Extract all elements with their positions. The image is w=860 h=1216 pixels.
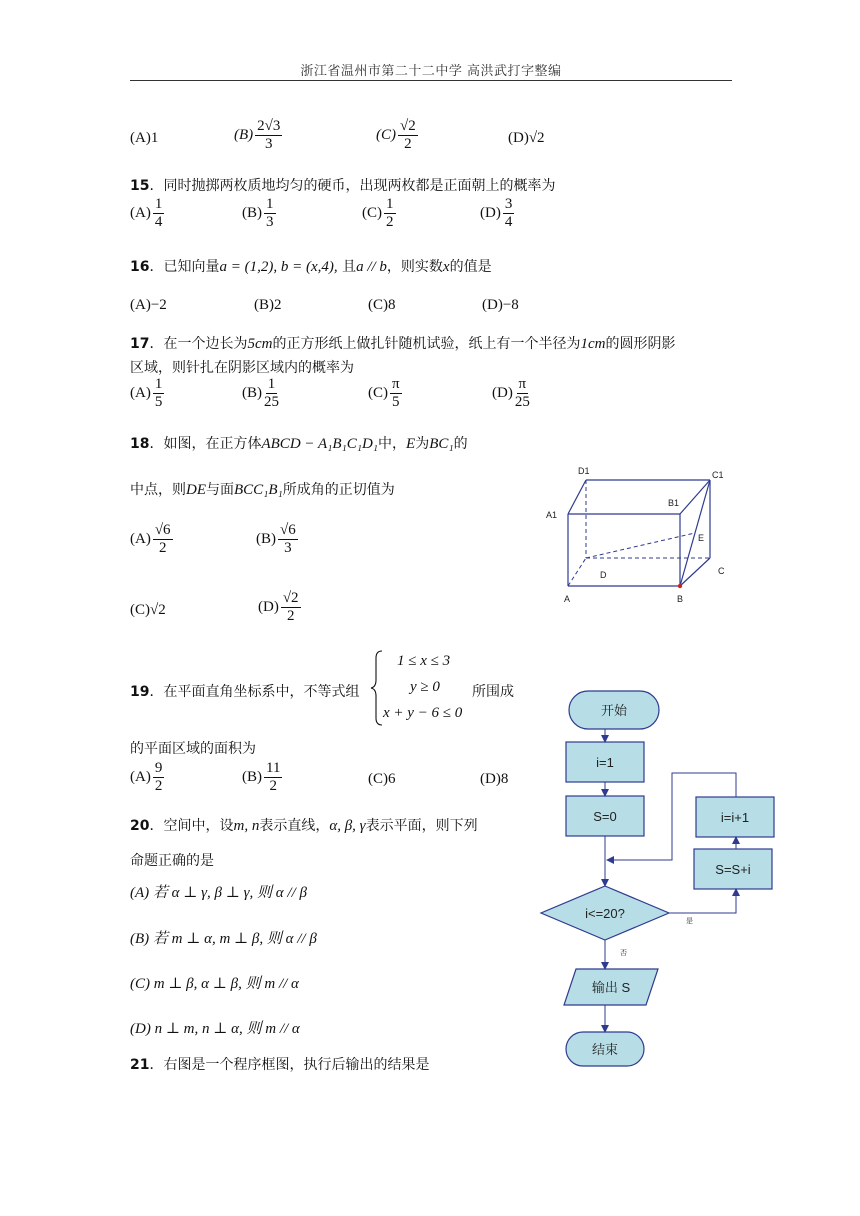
q16-options — [130, 297, 630, 319]
q16-number: 16 — [130, 259, 150, 275]
q17-stem — [130, 333, 675, 353]
q18-text-5: 中点，则 — [130, 482, 186, 498]
q15-number: 15 — [130, 178, 150, 194]
q14-option-c-label: (C) — [376, 126, 396, 143]
q17-stem-line2: 区域，则针扎在阴影区域内的概率为 — [130, 360, 354, 376]
q18-option-a-den: 2 — [158, 540, 167, 556]
q19-system-line-3: x + y − 6 ≤ 0 — [383, 705, 463, 721]
q17-option-d-den: 25 — [514, 394, 530, 410]
q18-option-b-num: √6 — [280, 522, 296, 538]
q18-option-c: (C)√2 — [130, 602, 166, 618]
flow-yes-label: 是 — [686, 918, 693, 925]
flow-s-init-label: S=0 — [593, 809, 617, 824]
q17-option-a-num: 1 — [154, 376, 163, 392]
cube-label-d: D — [600, 570, 607, 580]
flow-increment-label: i=i+1 — [720, 810, 750, 825]
flow-accumulate-label: S=S+i — [715, 862, 751, 877]
q17-option-c-num: π — [392, 376, 400, 392]
q19-text: ．在平面直角坐标系中，不等式组 — [149, 684, 360, 700]
q18-options-cd — [130, 590, 430, 636]
q17-option-a — [130, 376, 164, 411]
q18-math-de: DE — [186, 482, 206, 498]
q17-option-a-den: 5 — [154, 394, 163, 410]
q18-option-a — [130, 522, 173, 557]
q19-option-b — [242, 760, 282, 795]
q17-option-c-den: 5 — [392, 394, 400, 410]
q16-option-d: (D)−8 — [482, 297, 519, 313]
q20-stem-line2: 命题正确的是 — [130, 853, 214, 869]
q18-math-bc1: BC₁ — [429, 436, 454, 452]
q19-options — [130, 760, 550, 804]
q20-text-3: 表示平面，则下列 — [365, 818, 478, 834]
q17-text-3: 的圆形阴影 — [605, 336, 676, 352]
q15-option-d-num: 3 — [504, 196, 513, 212]
header-rule — [130, 80, 732, 81]
q14-option-b-num: 2√3 — [257, 118, 281, 134]
q20-option-c: (C) m ⊥ β, α ⊥ β, 则 m // α — [130, 976, 299, 992]
q18-text-7: 所成角的正切值为 — [282, 482, 395, 498]
q15-option-d-label: (D) — [480, 204, 501, 221]
q17-option-d-num: π — [518, 376, 527, 392]
q18-text-1: ．如图，在正方体 — [149, 436, 262, 452]
q20-text-1: ．空间中，设 — [149, 818, 234, 834]
q17-option-d — [492, 376, 530, 411]
q18-option-b — [256, 522, 298, 557]
q16-end: 的值是 — [449, 259, 492, 275]
q14-option-b-den: 3 — [265, 136, 273, 152]
q20-option-b: (B) 若 m ⊥ α, m ⊥ β, 则 α // β — [130, 931, 317, 947]
q15-stem — [130, 175, 555, 195]
q18-option-d — [258, 590, 301, 625]
q18-option-b-den: 3 — [284, 540, 292, 556]
q20-number: 20 — [130, 818, 150, 834]
q15-option-a-label: (A) — [130, 204, 151, 221]
q15-option-b-label: (B) — [242, 204, 262, 221]
q15-option-c — [362, 196, 396, 231]
q18-option-d-num: √2 — [282, 590, 299, 606]
q15-option-c-den: 2 — [386, 214, 394, 230]
q16-math-vectors: a = (1,2), b = (x,4), — [219, 259, 338, 275]
edge-b-c1 — [680, 480, 710, 586]
q21-stem — [130, 1054, 429, 1074]
q21-text: ．右图是一个程序框图，执行后输出的结果是 — [149, 1057, 430, 1073]
q18-option-b-label: (B) — [256, 530, 276, 547]
page-header: 浙江省温州市第二十二中学 高洪武打字整编 — [300, 64, 562, 79]
flow-i-init-label: i=1 — [596, 755, 614, 770]
q18-option-d-den: 2 — [286, 608, 295, 624]
q19-option-c: (C)6 — [368, 771, 396, 787]
q18-number: 18 — [130, 436, 150, 452]
q18-options-ab — [130, 522, 430, 568]
flow-end-label: 结束 — [591, 1042, 619, 1057]
q18-math-cube: ABCD − A₁B₁C₁D₁ — [261, 436, 379, 452]
cube-label-a1: A1 — [546, 510, 558, 520]
q16-math-parallel: a // b — [356, 259, 387, 275]
q15-option-b-den: 3 — [266, 214, 274, 230]
q19-stem-line2: 的平面区域的面积为 — [130, 741, 256, 757]
q14-option-c-num: √2 — [400, 118, 416, 134]
q18-math-e: E — [406, 436, 416, 452]
q17-option-b-label: (B) — [242, 384, 262, 401]
q20-math-planes: α, β, γ — [329, 818, 366, 834]
q19-option-b-den: 2 — [269, 778, 277, 794]
q17-option-a-label: (A) — [130, 384, 151, 401]
q15-options — [130, 196, 630, 240]
cube-label-c1: C1 — [712, 470, 724, 480]
flow-start-label: 开始 — [600, 703, 628, 718]
q15-option-d-den: 4 — [504, 214, 513, 230]
q15-option-c-num: 1 — [386, 196, 394, 212]
q16-pre: ．已知向量 — [149, 259, 220, 275]
edge-a-d-hidden — [568, 558, 586, 586]
q18-text-4: 的 — [453, 436, 468, 452]
cube-label-b: B — [677, 594, 684, 604]
q16-post: ，则实数 — [386, 259, 443, 275]
q15-option-a — [130, 196, 164, 231]
q18-math-face: BCC₁B₁ — [234, 482, 283, 498]
q17-text-2: 的正方形纸上做扎针随机试验，纸上有一个半径为 — [272, 336, 581, 352]
cube-figure — [540, 460, 740, 610]
q15-option-b — [242, 196, 276, 231]
q18-stem — [130, 433, 468, 453]
q14-option-b — [234, 118, 282, 153]
q19-system-line-1: 1 ≤ x ≤ 3 — [397, 653, 451, 669]
q16-stem — [130, 256, 492, 276]
q20-stem — [130, 815, 478, 835]
q20-option-d: (D) n ⊥ m, n ⊥ α, 则 m // α — [130, 1021, 300, 1037]
q15-option-d — [480, 196, 514, 231]
point-b-dot — [678, 584, 682, 588]
cube-label-d1: D1 — [578, 466, 590, 476]
flow-no-label: 否 — [620, 950, 627, 957]
q18-stem-line2 — [130, 479, 395, 499]
q19-option-a-label: (A) — [130, 768, 151, 785]
q19-stem — [130, 681, 359, 701]
arrow-cond-accumulate — [669, 890, 736, 913]
q19-number: 19 — [130, 684, 150, 700]
q17-text-1: ．在一个边长为 — [149, 336, 248, 352]
q14-option-c-den: 2 — [404, 136, 412, 152]
q17-option-c — [368, 376, 402, 411]
segment-d-e — [586, 533, 695, 558]
q14-options — [130, 118, 570, 162]
edge-d1-a1 — [568, 480, 586, 514]
q19-option-a-den: 2 — [154, 778, 163, 794]
q19-option-d: (D)8 — [480, 771, 509, 787]
q17-option-c-label: (C) — [368, 384, 388, 401]
cube-label-e: E — [698, 533, 705, 543]
q14-option-a: (A)1 — [130, 130, 159, 146]
q15-option-a-num: 1 — [154, 196, 163, 212]
q21-number: 21 — [130, 1057, 150, 1073]
q17-number: 17 — [130, 336, 150, 352]
q15-option-b-num: 1 — [266, 196, 274, 212]
cube-label-a: A — [564, 594, 571, 604]
q19-system-line-2: y ≥ 0 — [410, 679, 440, 695]
q16-option-b: (B)2 — [254, 297, 282, 313]
q16-mid: 且 — [337, 259, 357, 275]
q15-text: ．同时抛掷两枚质地均匀的硬币，出现两枚都是正面朝上的概率为 — [149, 178, 556, 194]
flow-condition-label: i<=20? — [585, 906, 625, 921]
q16-var: x — [442, 259, 450, 275]
q18-option-a-label: (A) — [130, 530, 151, 547]
q17-option-b-den: 25 — [264, 394, 279, 410]
q19-option-a — [130, 760, 164, 795]
q18-option-d-label: (D) — [258, 598, 279, 615]
q17-option-b — [242, 376, 279, 411]
q15-option-c-label: (C) — [362, 204, 382, 221]
q17-option-d-label: (D) — [492, 384, 513, 401]
q19-option-b-label: (B) — [242, 768, 262, 785]
q16-option-a: (A)−2 — [130, 297, 167, 313]
cube-label-b1: B1 — [668, 498, 680, 508]
q14-option-b-label: (B) — [234, 126, 254, 143]
q20-text-2: 表示直线， — [259, 818, 330, 834]
q17-option-b-num: 1 — [267, 376, 276, 392]
q19-tail: 所围成 — [472, 684, 514, 700]
q15-option-a-den: 4 — [154, 214, 163, 230]
q18-text-2: 中， — [378, 436, 407, 452]
q20-math-lines: m, n — [233, 818, 260, 834]
q18-text-3: 为 — [415, 436, 430, 452]
cube-label-c: C — [718, 566, 725, 576]
q18-text-6: 与面 — [206, 482, 234, 498]
q16-option-c: (C)8 — [368, 297, 396, 313]
flow-output-label: 输出 S — [591, 980, 631, 995]
q19-option-a-num: 9 — [154, 760, 163, 776]
q20-option-a: (A) 若 α ⊥ γ, β ⊥ γ, 则 α // β — [130, 885, 307, 901]
q14-option-c — [376, 118, 418, 153]
q19-option-b-num: 11 — [266, 760, 281, 776]
q17-options — [130, 376, 650, 420]
q18-option-a-num: √6 — [154, 522, 171, 538]
q19-brace — [370, 650, 384, 726]
q17-math-1cm: 1cm — [580, 336, 606, 352]
q17-math-5cm: 5cm — [247, 336, 273, 352]
flowchart — [536, 685, 786, 1075]
q14-option-d: (D)√2 — [508, 130, 545, 146]
